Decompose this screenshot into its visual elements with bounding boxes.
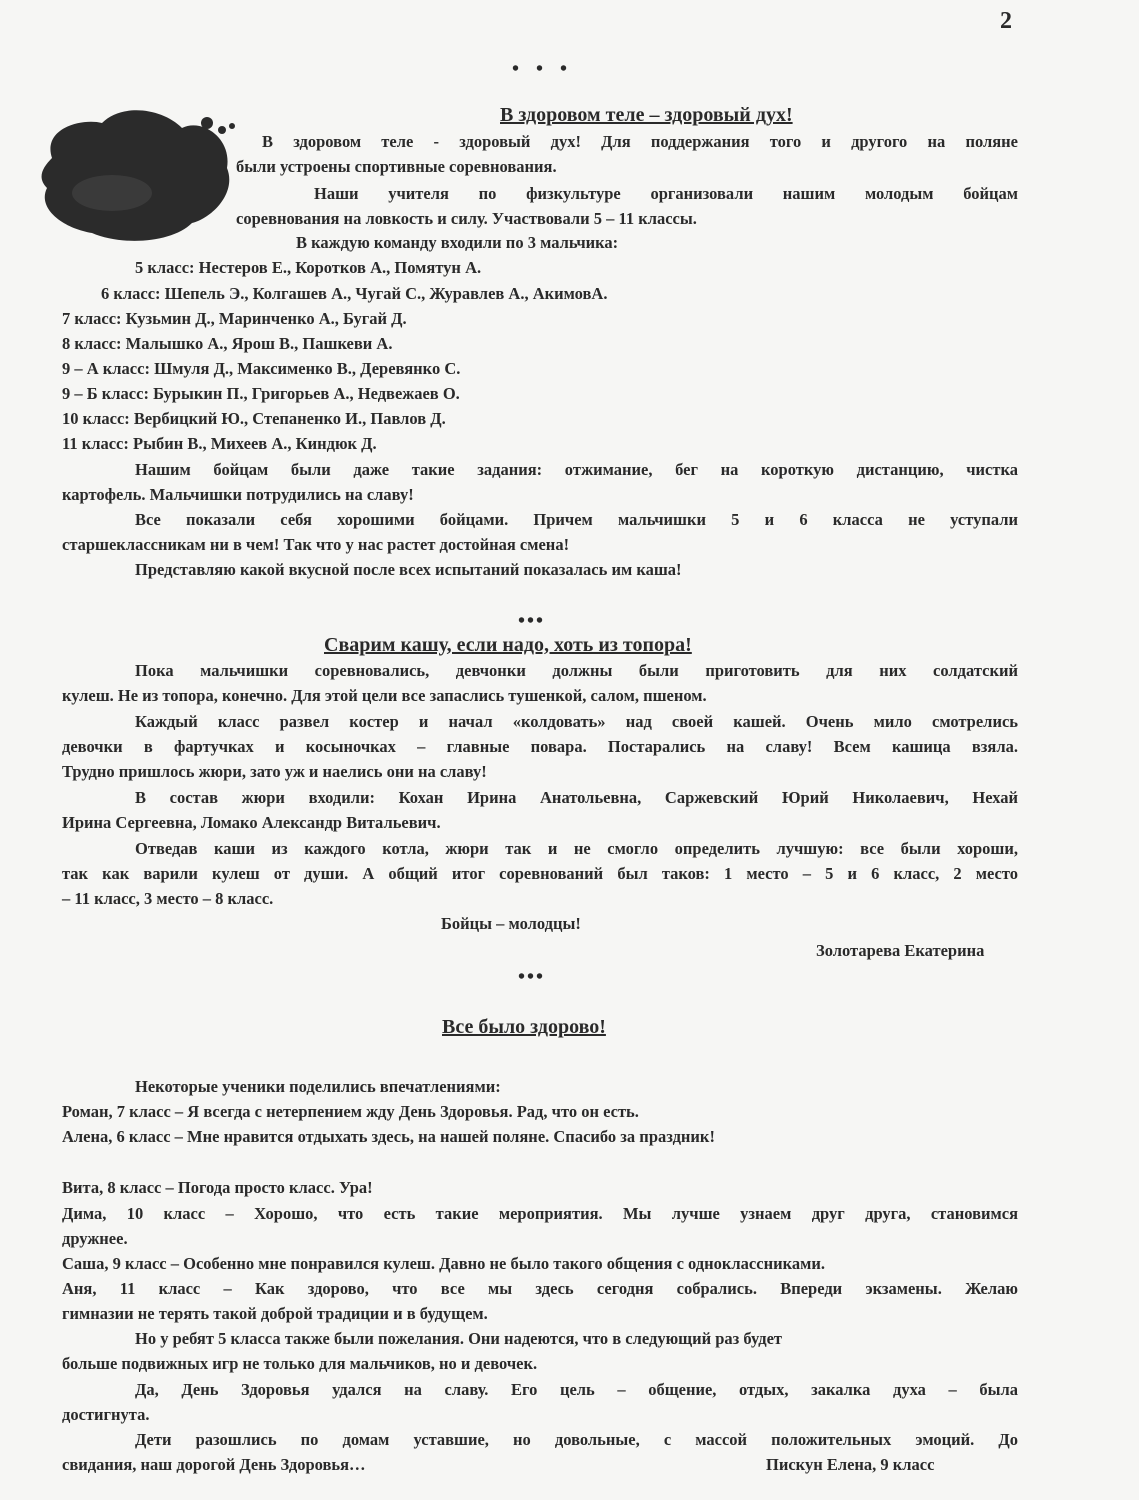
text-line: Трудно пришлось жюри, зато уж и наелись они на славу!: [62, 762, 487, 781]
separator: •••: [518, 966, 546, 988]
text-line: Вита, 8 класс – Погода просто класс. Ура!: [62, 1178, 373, 1197]
text-line: – 11 класс, 3 место – 8 класс.: [62, 889, 274, 908]
text-line: гимназии не терять такой доброй традиции и в будущем.: [62, 1304, 488, 1323]
text-line: Роман, 7 класс – Я всегда с нетерпением жду День Здоровья. Рад, что он есть.: [62, 1102, 639, 1121]
text-line: 9 – А класс: Шмуля Д., Максименко В., Деревянко С.: [62, 359, 461, 378]
author-signature: Пискун Елена, 9 класс: [766, 1455, 935, 1474]
separator: • • •: [512, 58, 574, 80]
text-line: В здоровом теле - здоровый дух! Для поддержания того и другого на поляне: [262, 132, 1018, 151]
text-line: Да, День Здоровья удался на славу. Его цель – общение, отдых, закалка духа – была: [135, 1380, 1018, 1399]
text-line: были устроены спортивные соревнования.: [236, 157, 557, 176]
text-line: девочки в фартучках и косыночках – главные повара. Постарались на славу! Всем кашица взяла.: [62, 737, 1018, 756]
text-line: В каждую команду входили по 3 мальчика:: [296, 233, 619, 252]
text-line: 7 класс: Кузьмин Д., Маринченко А., Бугай Д.: [62, 309, 407, 328]
text-line: Нашим бойцам были даже такие задания: отжимание, бег на короткую дистанцию, чистка: [135, 460, 1018, 479]
text-line: Саша, 9 класс – Особенно мне понравился кулеш. Давно не было такого общения с одноклассниками.: [62, 1254, 825, 1273]
text-line: Пока мальчишки соревновались, девчонки должны были приготовить для них солдатский: [135, 661, 1018, 680]
text-line: кулеш. Не из топора, конечно. Для этой цели все запаслись тушенкой, салом, пшеном.: [62, 686, 707, 705]
decorative-image: [32, 98, 242, 246]
section-title: В здоровом теле – здоровый дух!: [500, 104, 793, 126]
text-line: Но у ребят 5 класса также были пожелания. Они надеются, что в следующий раз будет: [135, 1329, 783, 1348]
text-line: 6 класс: Шепель Э., Колгашев А., Чугай С., Журавлев А., АкимовА.: [101, 284, 608, 303]
text-line: Дима, 10 класс – Хорошо, что есть такие мероприятия. Мы лучше узнаем друг друга, становимся: [62, 1204, 1018, 1223]
text-line: так как варили кулеш от души. А общий итог соревнований был таков: 1 место – 5 и 6 класс, 2 место: [62, 864, 1018, 883]
section-title: Сварим кашу, если надо, хоть из топора!: [324, 634, 692, 656]
text-line: дружнее.: [62, 1229, 128, 1248]
section-title: Все было здорово!: [442, 1016, 606, 1038]
text-line: 10 класс: Вербицкий Ю., Степаненко И., Павлов Д.: [62, 409, 446, 428]
text-line: 9 – Б класс: Бурыкин П., Григорьев А., Недвежаев О.: [62, 384, 460, 403]
text-line: старшеклассникам ни в чем! Так что у нас растет достойная смена!: [62, 535, 570, 554]
text-line: Каждый класс развел костер и начал «колдовать» над своей кашей. Очень мило смотрелись: [135, 712, 1018, 731]
text-line: Отведав каши из каждого котла, жюри так и не смогло определить лучшую: все были хороши,: [135, 839, 1018, 858]
text-line: Представляю какой вкусной после всех испытаний показалась им каша!: [135, 560, 682, 579]
text-line: 11 класс: Рыбин В., Михеев А., Киндюк Д.: [62, 434, 377, 453]
text-line: 8 класс: Малышко А., Ярош В., Пашкеви А.: [62, 334, 393, 353]
text-line: картофель. Мальчишки потрудились на славу!: [62, 485, 414, 504]
text-line: 5 класс: Нестеров Е., Коротков А., Помятун А.: [135, 258, 482, 277]
text-line: Алена, 6 класс – Мне нравится отдыхать здесь, на нашей поляне. Спасибо за праздник!: [62, 1127, 715, 1146]
text-line: свидания, наш дорогой День Здоровья…: [62, 1455, 366, 1474]
text-line: соревнования на ловкость и силу. Участвовали 5 – 11 классы.: [236, 209, 697, 228]
text-line: Дети разошлись по домам уставшие, но довольные, с массой положительных эмоций. До: [135, 1430, 1018, 1449]
text-line: В состав жюри входили: Кохан Ирина Анатольевна, Саржевский Юрий Николаевич, Нехай: [135, 788, 1018, 807]
page-number: 2: [1000, 8, 1012, 34]
author-signature: Золотарева Екатерина: [816, 941, 985, 960]
text-line: Аня, 11 класс – Как здорово, что все мы здесь сегодня собрались. Впереди экзамены. Желаю: [62, 1279, 1018, 1298]
text-line: Ирина Сергеевна, Ломако Александр Витальевич.: [62, 813, 441, 832]
text-line: Бойцы – молодцы!: [441, 914, 581, 933]
separator: •••: [518, 610, 546, 632]
text-line: Наши учителя по физкультуре организовали нашим молодым бойцам: [314, 184, 1018, 203]
text-line: достигнута.: [62, 1405, 150, 1424]
text-line: Все показали себя хорошими бойцами. Причем мальчишки 5 и 6 класса не уступали: [135, 510, 1018, 529]
text-line: больше подвижных игр не только для мальчиков, но и девочек.: [62, 1354, 538, 1373]
text-line: Некоторые ученики поделились впечатлениями:: [135, 1077, 501, 1096]
